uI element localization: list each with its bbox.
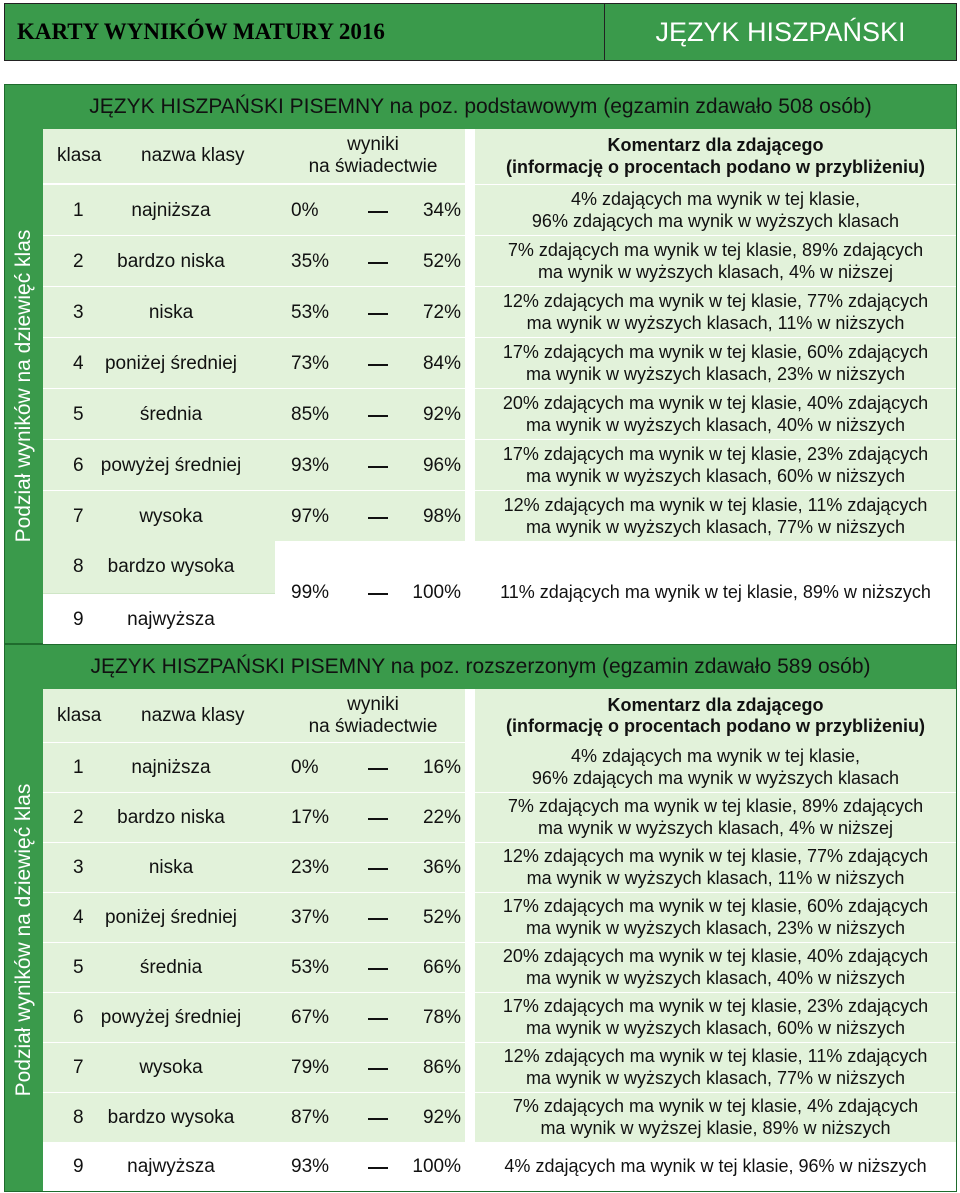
row-8-label-bg <box>43 541 275 593</box>
extended-last-row <box>43 1143 956 1191</box>
row-class-name: bardzo wysoka <box>107 1107 235 1128</box>
table-row <box>43 993 956 1043</box>
col-wyniki <box>298 689 448 742</box>
range-dash <box>368 1167 388 1169</box>
comment-line2: ma wynik w wyższych klasach, 11% w niższych <box>526 868 905 888</box>
range-to: 98% <box>422 505 461 527</box>
row-comment <box>475 943 956 993</box>
range-to: 84% <box>422 352 461 374</box>
row-class-name: poniżej średniej <box>104 352 238 374</box>
left-header-cell <box>43 129 465 184</box>
row-number: 6 <box>73 1007 84 1028</box>
row-separator <box>465 1043 475 1093</box>
left-header-cell <box>43 689 465 743</box>
basic-side-label <box>5 129 43 643</box>
row-separator <box>465 943 475 993</box>
table-row <box>43 440 956 491</box>
last-comment: 4% zdających ma wynik w tej klasie, 96% w niższych <box>475 1143 956 1191</box>
range-to: 22% <box>422 807 461 828</box>
row-9-label-bg <box>43 593 275 645</box>
row-9-number: 9 <box>73 1156 84 1177</box>
extended-level-section <box>4 644 957 1192</box>
row-separator <box>465 993 475 1043</box>
row-comment <box>475 1093 956 1143</box>
table-row <box>43 287 956 338</box>
range-from: 79% <box>291 1057 330 1078</box>
row-left <box>43 1093 465 1143</box>
col-komentarz-line1: Komentarz dla zdającego <box>607 135 824 156</box>
comment-line1: 17% zdających ma wynik w tej klasie, 60% zdających <box>502 341 929 362</box>
range-from: 87% <box>291 1107 330 1128</box>
row-class-name: niska <box>148 301 194 323</box>
row-separator <box>465 793 475 843</box>
range-to: 66% <box>422 957 461 978</box>
range-from: 23% <box>291 857 330 878</box>
table-row <box>43 843 956 893</box>
range-dash <box>368 593 388 595</box>
row-separator <box>465 541 475 645</box>
range-to: 92% <box>422 403 461 425</box>
table-row <box>43 893 956 943</box>
comment-line1: 7% zdających ma wynik w tej klasie, 4% zdających <box>512 1096 919 1117</box>
comment-line2: ma wynik w wyższych klasach, 60% w niższych <box>525 1018 906 1038</box>
row-left <box>43 843 465 893</box>
comment-line2: ma wynik w wyższych klasach, 77% w niższych <box>525 1068 906 1088</box>
header-separator <box>465 689 475 743</box>
row-9-name: najwyższa <box>127 1156 215 1177</box>
comment-line1: 4% zdających ma wynik w tej klasie, <box>570 188 861 209</box>
row-separator <box>465 843 475 893</box>
row-left <box>43 389 465 440</box>
comment-line1: 12% zdających ma wynik w tej klasie, 77% zdających <box>502 290 929 311</box>
range-to: 16% <box>422 757 461 778</box>
range-from: 93% <box>291 1156 330 1177</box>
row-class-name: średnia <box>139 957 203 978</box>
range-from: 67% <box>291 1007 330 1028</box>
comment-line1: 7% zdających ma wynik w tej klasie, 89% zdających <box>507 796 924 817</box>
comment-line1: 12% zdających ma wynik w tej klasie, 11% zdających <box>503 1046 928 1067</box>
basic-merged-row <box>43 541 956 645</box>
row-class-name: bardzo niska <box>117 807 225 828</box>
row-class-name: średnia <box>139 403 203 425</box>
row-comment <box>475 743 956 793</box>
range-from: 93% <box>291 454 330 476</box>
row-comment <box>475 893 956 943</box>
comment-line1: 12% zdających ma wynik w tej klasie, 11% zdających <box>503 494 928 515</box>
row-class-name: najniższa <box>131 199 211 221</box>
range-dash <box>368 768 388 770</box>
col-nazwa: nazwa klasy <box>141 145 245 167</box>
row-comment <box>475 287 956 338</box>
range-dash <box>368 1018 388 1020</box>
table-row <box>43 185 956 236</box>
row-class-name: powyżej średniej <box>100 454 242 476</box>
table-row <box>43 389 956 440</box>
row-number: 2 <box>73 807 84 828</box>
range-dash <box>368 868 388 870</box>
col-wyniki-line1: wyniki <box>347 134 399 156</box>
range-from: 37% <box>291 907 330 928</box>
col-komentarz-line1: Komentarz dla zdającego <box>607 694 824 715</box>
extended-section-title: JĘZYK HISZPAŃSKI PISEMNY na poz. rozszerzonym (egzamin zdawało 589 osób) <box>5 645 956 689</box>
comment-line2: 96% zdających ma wynik w wyższych klasach <box>531 768 900 788</box>
side-label-text: Podział wyników na dziewięć klas <box>12 229 35 543</box>
row-number: 4 <box>73 907 84 928</box>
row-class-name: wysoka <box>139 505 203 527</box>
merged-comment: 11% zdających ma wynik w tej klasie, 89% w niższych <box>475 541 956 645</box>
range-dash <box>368 364 388 366</box>
col-komentarz <box>475 129 956 184</box>
row-separator <box>465 743 475 793</box>
row-class-name: bardzo niska <box>117 250 225 272</box>
comment-line2: ma wynik w wyższych klasach, 11% w niższych <box>526 312 905 333</box>
row-number: 3 <box>73 857 84 878</box>
range-to: 36% <box>422 857 461 878</box>
row-class-name: wysoka <box>139 1057 203 1078</box>
basic-level-section <box>4 84 957 644</box>
comment-line2: ma wynik w wyższych klasach, 40% w niższych <box>525 414 906 435</box>
table-row <box>43 793 956 843</box>
row-number: 7 <box>73 1057 84 1078</box>
row-left <box>43 793 465 843</box>
range-to: 52% <box>422 250 461 272</box>
row-left <box>43 338 465 389</box>
col-wyniki-line2: na świadectwie <box>308 156 438 177</box>
merged-left <box>43 541 465 645</box>
range-to: 78% <box>422 1007 461 1028</box>
row-separator <box>465 1143 475 1191</box>
last-left <box>43 1143 465 1191</box>
extended-side-label <box>5 689 43 1191</box>
range-dash <box>368 313 388 315</box>
basic-section-title: JĘZYK HISZPAŃSKI PISEMNY na poz. podstawowym (egzamin zdawało 508 osób) <box>5 85 956 129</box>
row-left <box>43 236 465 287</box>
range-dash <box>368 818 388 820</box>
row-left <box>43 440 465 491</box>
row-separator <box>465 236 475 287</box>
range-from: 17% <box>291 807 330 828</box>
range-to: 100% <box>412 1156 461 1177</box>
row-separator <box>465 338 475 389</box>
row-8-name: bardzo wysoka <box>107 556 235 577</box>
comment-line2: ma wynik w wyższych klasach, 23% w niższych <box>525 918 906 938</box>
range-dash <box>368 1068 388 1070</box>
table-row <box>43 1093 956 1143</box>
row-separator <box>465 389 475 440</box>
comment-line1: 17% zdających ma wynik w tej klasie, 23% zdających <box>502 443 929 464</box>
row-separator <box>465 491 475 542</box>
table-row <box>43 338 956 389</box>
row-separator <box>465 287 475 338</box>
range-dash <box>368 918 388 920</box>
range-dash <box>368 466 388 468</box>
col-klasa: klasa <box>57 145 102 167</box>
range-from: 73% <box>291 352 330 374</box>
row-comment <box>475 185 956 236</box>
row-comment <box>475 440 956 491</box>
range-from: 97% <box>291 505 330 527</box>
col-komentarz-line2: (informację o procentach podano w przybliżeniu) <box>505 156 926 177</box>
row-separator <box>465 185 475 236</box>
row-left <box>43 185 465 236</box>
comment-line2: ma wynik w wyższej klasie, 89% w niższych <box>540 1118 891 1138</box>
row-comment <box>475 491 956 542</box>
table-row <box>43 236 956 287</box>
range-from: 85% <box>291 403 330 425</box>
row-class-name: niska <box>148 857 194 878</box>
range-dash <box>368 968 388 970</box>
row-8-number: 8 <box>73 556 84 577</box>
comment-line1: 20% zdających ma wynik w tej klasie, 40% zdających <box>502 946 929 967</box>
row-number: 5 <box>73 403 84 425</box>
table-row <box>43 1043 956 1093</box>
row-comment <box>475 843 956 893</box>
range-from: 53% <box>291 301 330 323</box>
row-9-name: najwyższa <box>127 608 215 630</box>
row-separator <box>465 893 475 943</box>
comment-line2: ma wynik w wyższych klasach, 23% w niższych <box>525 363 906 384</box>
row-left <box>43 993 465 1043</box>
col-wyniki <box>298 129 448 183</box>
comment-line1: 17% zdających ma wynik w tej klasie, 23% zdających <box>502 996 929 1017</box>
row-class-name: najniższa <box>131 757 211 778</box>
col-wyniki-line2: na świadectwie <box>308 715 438 737</box>
row-comment <box>475 236 956 287</box>
row-class-name: powyżej średniej <box>100 1007 242 1028</box>
row-comment <box>475 389 956 440</box>
table-row <box>43 491 956 542</box>
range-from: 0% <box>291 757 319 778</box>
row-number: 2 <box>73 250 84 272</box>
row-number: 6 <box>73 454 84 476</box>
comment-line2: ma wynik w wyższych klasach, 4% w niższej <box>537 261 894 282</box>
row-number: 4 <box>73 352 84 374</box>
merged-range-from: 99% <box>291 582 330 603</box>
comment-line1: 4% zdających ma wynik w tej klasie, <box>570 746 861 767</box>
row-comment <box>475 993 956 1043</box>
extended-table-header <box>43 689 956 743</box>
range-from: 53% <box>291 957 330 978</box>
col-nazwa: nazwa klasy <box>141 704 245 726</box>
row-number: 1 <box>73 199 84 221</box>
row-comment <box>475 338 956 389</box>
range-dash <box>368 1118 388 1120</box>
comment-line1: 7% zdających ma wynik w tej klasie, 89% zdających <box>507 239 924 260</box>
comment-line2: ma wynik w wyższych klasach, 77% w niższych <box>525 516 906 537</box>
header-separator <box>465 129 475 184</box>
range-dash <box>368 211 388 213</box>
col-komentarz <box>475 689 956 743</box>
range-to: 34% <box>422 199 461 221</box>
range-dash <box>368 415 388 417</box>
row-left <box>43 287 465 338</box>
range-from: 35% <box>291 250 330 272</box>
basic-table-header <box>43 129 956 184</box>
row-left <box>43 491 465 542</box>
comment-line1: 12% zdających ma wynik w tej klasie, 77% zdających <box>502 846 929 867</box>
row-left <box>43 743 465 793</box>
subject-title: JĘZYK HISZPAŃSKI <box>605 3 957 61</box>
row-left <box>43 893 465 943</box>
page-header <box>4 3 957 61</box>
table-row <box>43 743 956 793</box>
row-number: 3 <box>73 301 84 323</box>
row-9-number: 9 <box>73 608 84 630</box>
row-number: 5 <box>73 957 84 978</box>
comment-line1: 20% zdających ma wynik w tej klasie, 40% zdających <box>502 392 929 413</box>
col-komentarz-line2: (informację o procentach podano w przybliżeniu) <box>505 716 926 736</box>
col-klasa: klasa <box>57 704 102 726</box>
range-to: 86% <box>422 1057 461 1078</box>
side-label-text: Podział wyników na dziewięć klas <box>12 783 35 1097</box>
range-dash <box>368 517 388 519</box>
range-to: 72% <box>422 301 461 323</box>
row-comment <box>475 1043 956 1093</box>
range-to: 52% <box>422 907 461 928</box>
range-from: 0% <box>291 199 319 221</box>
table-row <box>43 943 956 993</box>
row-class-name: poniżej średniej <box>104 907 238 928</box>
row-number: 1 <box>73 757 84 778</box>
row-separator <box>465 440 475 491</box>
row-number: 8 <box>73 1107 84 1128</box>
comment-line2: ma wynik w wyższych klasach, 60% w niższych <box>525 465 906 486</box>
range-to: 92% <box>422 1107 461 1128</box>
comment-line1: 17% zdających ma wynik w tej klasie, 60% zdających <box>502 896 929 917</box>
comment-line2: ma wynik w wyższych klasach, 40% w niższych <box>525 968 906 988</box>
col-wyniki-line1: wyniki <box>347 693 399 715</box>
row-number: 7 <box>73 505 84 527</box>
merged-range-to: 100% <box>412 582 461 603</box>
range-dash <box>368 262 388 264</box>
row-comment <box>475 793 956 843</box>
row-separator <box>465 1093 475 1143</box>
row-left <box>43 943 465 993</box>
comment-line2: ma wynik w wyższych klasach, 4% w niższej <box>537 818 894 838</box>
row-left <box>43 1043 465 1093</box>
range-to: 96% <box>422 454 461 476</box>
comment-line2: 96% zdających ma wynik w wyższych klasach <box>531 210 900 231</box>
page-title: KARTY WYNIKÓW MATURY 2016 <box>4 3 605 61</box>
